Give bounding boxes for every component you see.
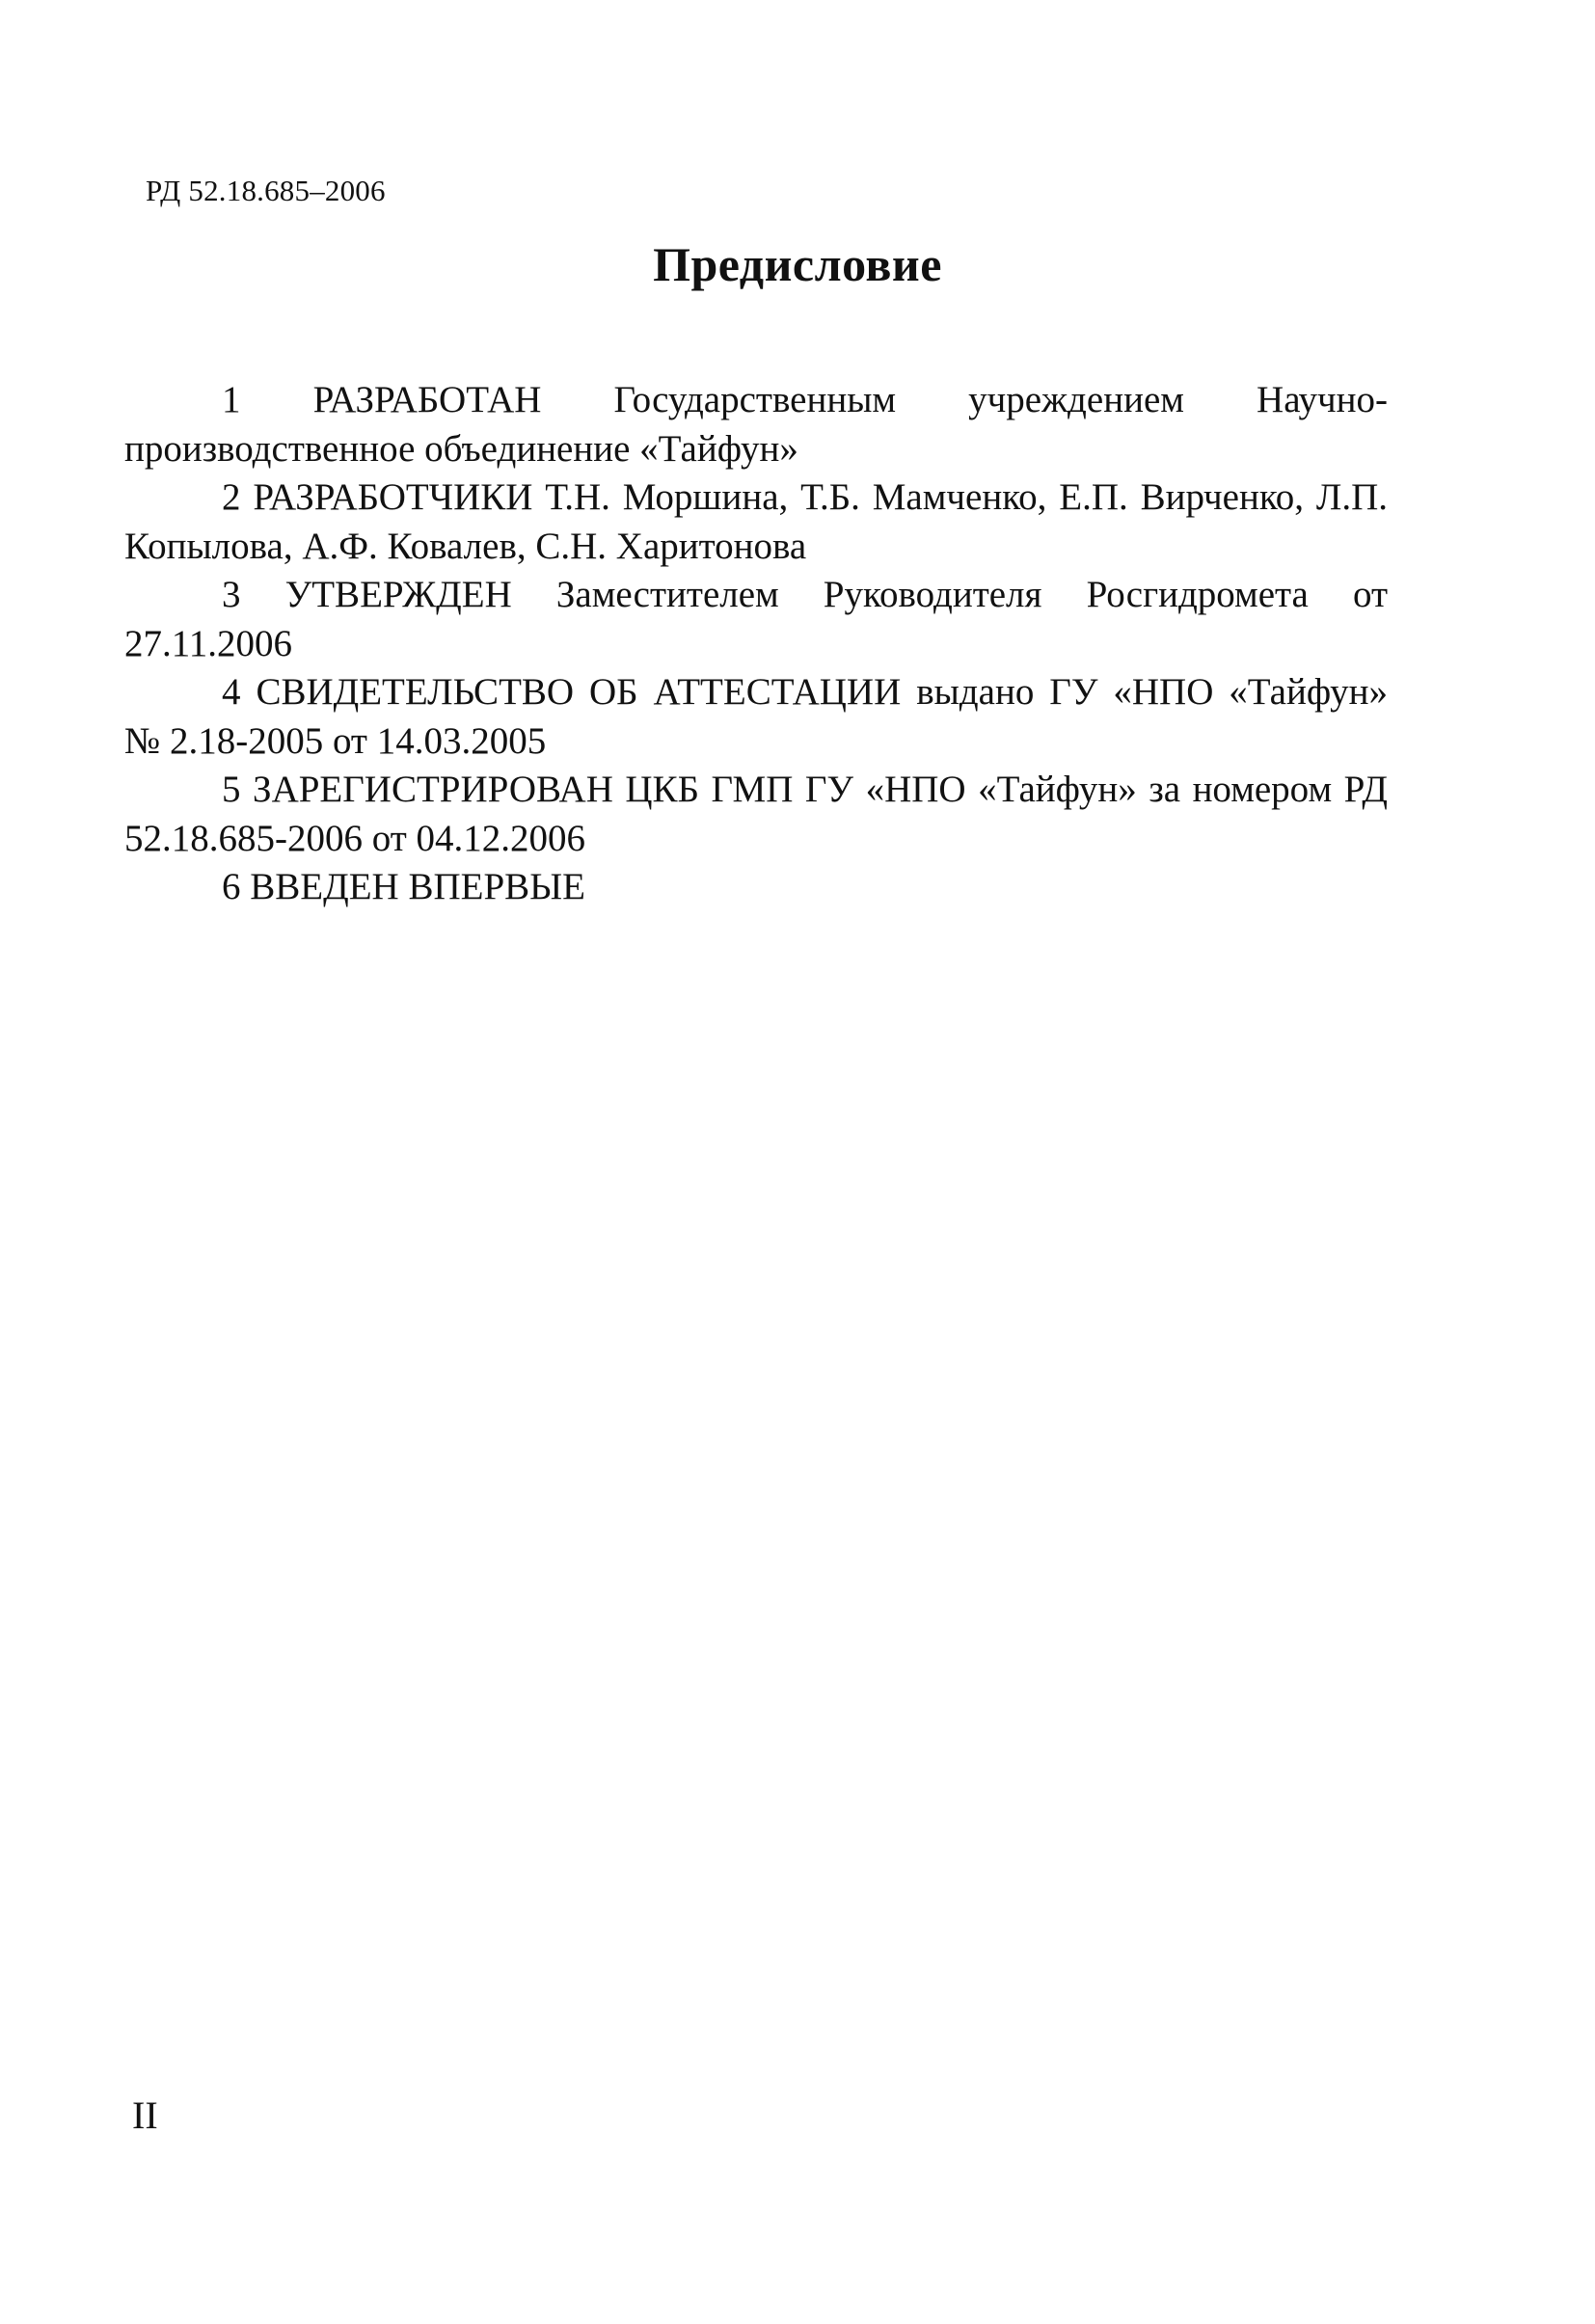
- preface-item-1: [124, 376, 1388, 473]
- item-number: 1: [222, 379, 241, 420]
- preface-item-6: [124, 863, 1388, 912]
- item-text: СВИДЕТЕЛЬСТВО ОБ АТТЕСТАЦИИ выдано ГУ «НПО «Тайфун» № 2.18-2005 от 14.03.2005: [124, 671, 1388, 762]
- preface-item-3: [124, 571, 1388, 668]
- item-text: РАЗРАБОТЧИКИ Т.Н. Моршина, Т.Б. Мамченко, Е.П. Вирченко, Л.П. Копылова, А.Ф. Ковалев, С.Н. Харитонова: [124, 476, 1388, 567]
- preface-body: [124, 376, 1388, 912]
- preface-item-5: [124, 766, 1388, 863]
- document-code: РД 52.18.685–2006: [146, 174, 386, 207]
- item-number: 6: [222, 866, 241, 907]
- item-text: УТВЕРЖДЕН Заместителем Руководителя Росгидромета от 27.11.2006: [124, 574, 1389, 664]
- item-number: 4: [222, 671, 241, 713]
- item-text: ЗАРЕГИСТРИРОВАН ЦКБ ГМП ГУ «НПО «Тайфун» за номером РД 52.18.685-2006 от 04.12.2006: [124, 769, 1389, 859]
- page-title: Предисловие: [653, 237, 942, 291]
- item-text: ВВЕДЕН ВПЕРВЫЕ: [250, 866, 585, 907]
- preface-item-2: [124, 473, 1388, 571]
- page-number: II: [132, 2094, 158, 2137]
- item-number: 5: [222, 769, 241, 810]
- preface-item-4: [124, 668, 1388, 766]
- item-number: 2: [222, 476, 241, 518]
- item-text: РАЗРАБОТАН Государственным учреждением Научно-производственное объединение «Тайфун»: [124, 379, 1389, 470]
- item-number: 3: [222, 574, 241, 615]
